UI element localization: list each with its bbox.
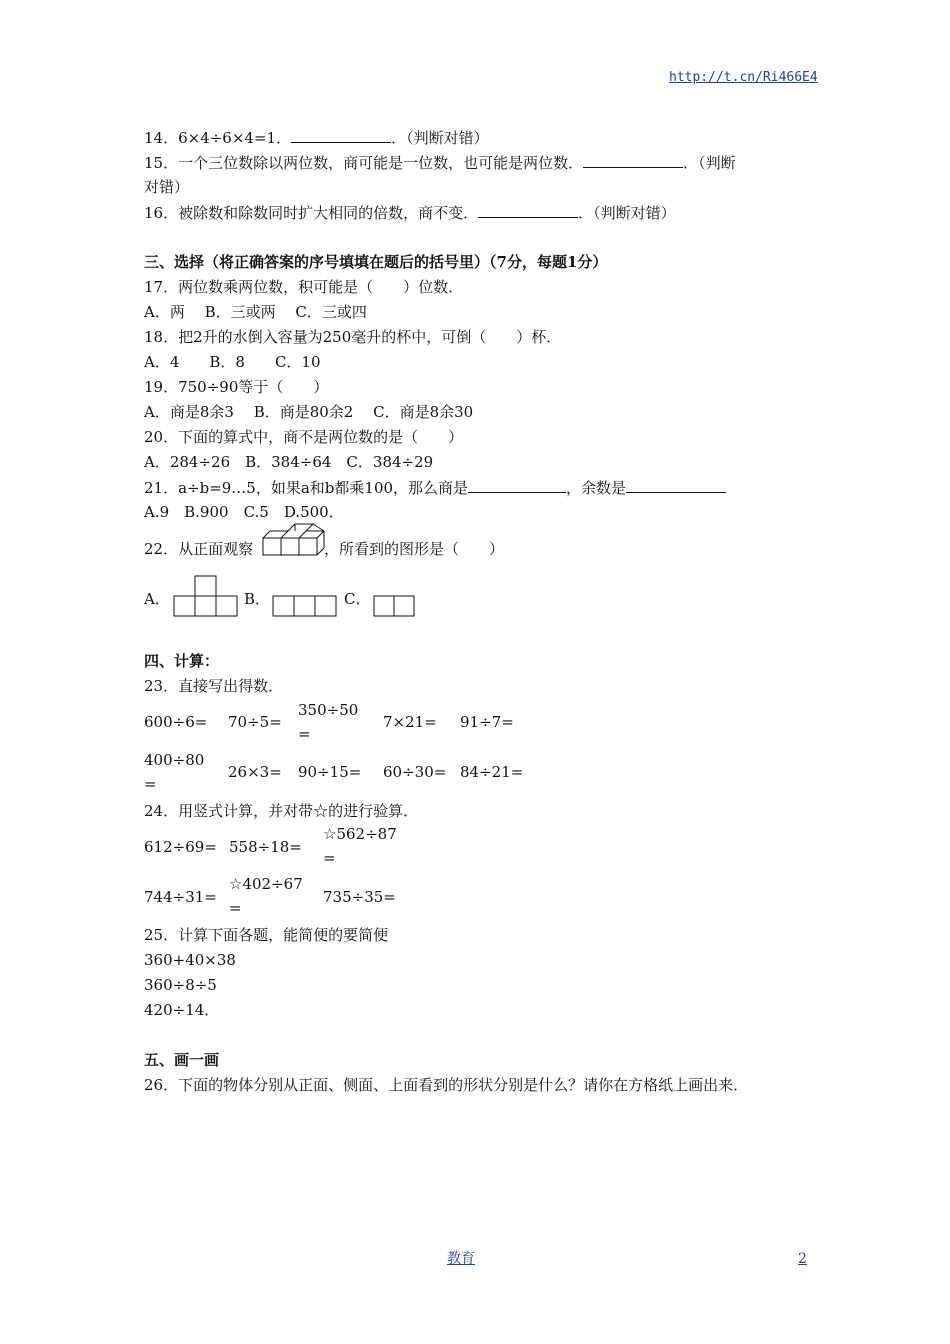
question-17: 17．两位数乘两位数，积可能是（ ）位数．	[144, 278, 464, 296]
question-20-options: A．284÷26 B．384÷64 C．384÷29	[144, 453, 434, 471]
option-c-figure[interactable]	[374, 595, 416, 617]
footer-link[interactable]: 教育	[447, 1251, 475, 1267]
question-14-tail: ．（判断对错）	[391, 129, 489, 147]
question-14	[144, 128, 489, 147]
q25-line-3: 420÷14．	[144, 1001, 220, 1019]
answer-blank-21-quotient[interactable]	[468, 478, 566, 493]
question-15-text: 15．一个三位数除以两位数，商可能是一位数，也可能是两位数．	[144, 154, 584, 172]
header-link[interactable]: http://t.cn/Ri466E4	[669, 70, 818, 85]
question-26: 26．下面的物体分别从正面、侧面、上面看到的形状分别是什么？请你在方格纸上画出来．	[144, 1076, 749, 1094]
q23-r1c1: 600÷6=	[144, 713, 208, 731]
question-15-wrap: 对错）	[144, 178, 190, 196]
q24-r1c3-eq: =	[323, 849, 336, 867]
q23-r2c3: 90÷15=	[298, 763, 362, 781]
q23-r1c3: 350÷50	[298, 701, 359, 719]
question-15	[144, 153, 736, 172]
question-18: 18．把2升的水倒入容量为250毫升的杯中，可倒（ ）杯．	[144, 328, 562, 346]
q24-r2c2: ☆402÷67	[229, 875, 303, 893]
question-25-label: 25．计算下面各题，能简便的要简便	[144, 926, 389, 944]
cube-stack-drawing	[263, 524, 324, 555]
q23-r2c2: 26×3=	[228, 763, 282, 781]
q24-r1c3: ☆562÷87	[323, 825, 397, 843]
q23-r2c4: 60÷30=	[383, 763, 447, 781]
option-a-figure[interactable]	[174, 575, 238, 617]
question-22-post: ，所看到的图形是（ ）	[324, 540, 505, 558]
q24-r2c1: 744÷31=	[144, 888, 217, 906]
answer-blank-21-remainder[interactable]	[626, 478, 726, 493]
section-4-title: 四、计算：	[144, 652, 220, 670]
page-number: 2	[798, 1251, 807, 1267]
option-b-figure[interactable]	[273, 595, 337, 617]
answer-blank-15[interactable]	[583, 153, 683, 168]
q23-r2c5: 84÷21=	[460, 763, 524, 781]
option-b-label: B．	[244, 590, 271, 608]
option-a-label: A．	[144, 590, 170, 608]
cube-stack-figure	[262, 523, 324, 557]
q23-r2c1: 400÷80	[144, 751, 205, 769]
q24-r2c2-eq: =	[229, 899, 242, 917]
question-16-tail: ．（判断对错）	[578, 204, 676, 222]
question-22-pre: 22．从正面观察	[144, 540, 254, 558]
q24-r2c3: 735÷35=	[323, 888, 396, 906]
question-24-label: 24．用竖式计算，并对带☆的进行验算．	[144, 802, 419, 820]
q24-r1c2: 558÷18=	[229, 838, 302, 856]
answer-blank-16[interactable]	[478, 203, 578, 218]
question-16-text: 16．被除数和除数同时扩大相同的倍数，商不变．	[144, 204, 479, 222]
section-3-title: 三、选择（将正确答案的序号填填在题后的括号里）（7分，每题1分）	[144, 253, 608, 271]
question-18-options: A．4 B．8 C．10	[144, 353, 321, 371]
question-17-options: A．两 B．三或两 C．三或四	[144, 303, 367, 321]
q23-r1c5: 91÷7=	[460, 713, 514, 731]
q25-line-1: 360+40×38	[144, 951, 236, 969]
q23-r1c2: 70÷5=	[228, 713, 282, 731]
q25-line-2: 360÷8÷5	[144, 976, 217, 994]
question-21	[144, 478, 726, 497]
section-5-title: 五、画一画	[144, 1051, 220, 1069]
question-21-options: A.9 B.900 C.5 D.500．	[144, 503, 344, 521]
q23-r1c3-eq: =	[298, 725, 311, 743]
question-23-label: 23．直接写出得数．	[144, 677, 284, 695]
question-19-options: A．商是8余3 B．商是80余2 C．商是8余30	[144, 403, 474, 421]
question-16	[144, 203, 676, 222]
q24-r1c1: 612÷69=	[144, 838, 217, 856]
question-19: 19．750÷90等于（ ）	[144, 378, 329, 396]
question-15-tail: ．（判断	[683, 154, 736, 172]
question-14-text: 14．6×4÷6×4=1．	[144, 129, 292, 147]
answer-blank-14[interactable]	[291, 128, 391, 143]
question-21-mid: ，余数是	[566, 479, 627, 497]
q23-r2c1-eq: =	[144, 775, 157, 793]
q23-r1c4: 7×21=	[383, 713, 437, 731]
option-c-label: C．	[344, 590, 371, 608]
question-21-text: 21．a÷b=9…5，如果a和b都乘100，那么商是	[144, 479, 469, 497]
question-20: 20．下面的算式中，商不是两位数的是（ ）	[144, 428, 464, 446]
